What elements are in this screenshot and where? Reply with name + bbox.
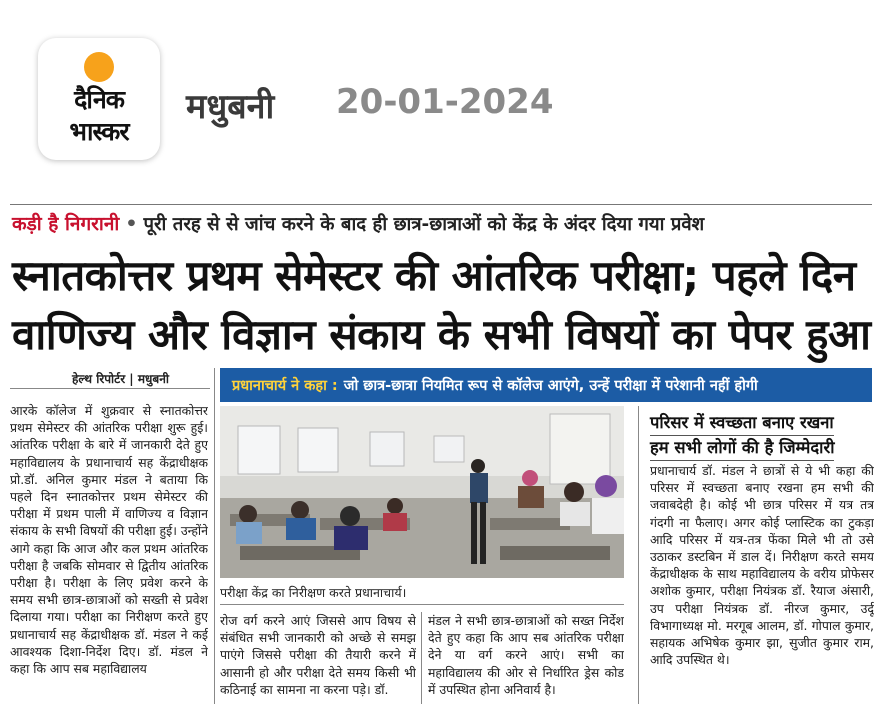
byline: हेल्थ रिपोर्टर | मधुबनी <box>72 372 170 386</box>
article-column-1: आरके कॉलेज में शुक्रवार से स्नातकोत्तर प्रथम सेमेस्टर की आंतरिक परीक्षा शुरू हुई। आंतरिक परीक्षा के बारे में जानकारी देते हुए महाविद्यालय के प्रधानाचार्य सह केंद्राधीक्षक प्रो.डॉ. अनिल कुमार मंडल ने बताया कि पहले दिन स्नातकोत्तर प्रथम सेमेस्टर की परीक्षा में प्रथम पाली में वाणिज्य व विज्ञान संकाय के सभी विषयों की परीक्षा हुई। उन्होंने आगे कहा कि आज और कल प्रथम आंतरिक परीक्षा है जबकि सोमवार से द्वितीय आंतरिक परीक्षा है। परीक्षा के लिए प्रवेश करने के समय सभी छात्र-छात्राओं को सख्ती से प्रवेश दिलाया गया। परीक्षा का निरीक्षण करते हुए प्रधानाचार्य सह केंद्राधीक्षक डॉ. मंडल ने कई आवश्यक दिशा-निर्देश दिए। डॉ. मंडल ने कहा कि आप सब महाविद्यालय <box>10 403 208 677</box>
top-divider <box>10 204 872 205</box>
exam-hall-photo <box>220 406 624 578</box>
sun-icon <box>84 52 114 82</box>
edition-date: 20-01-2024 <box>336 82 554 122</box>
quote-label: प्रधानाचार्य ने कहा : <box>232 378 338 394</box>
logo-text-line1: दैनिक <box>74 85 124 114</box>
kicker <box>12 210 704 236</box>
principal-quote-bar <box>220 368 872 402</box>
sidebar-title-line2: हम सभी लोगों की है जिम्मेदारी <box>650 437 834 461</box>
column-divider <box>421 612 422 704</box>
headline-line1: स्नातकोत्तर प्रथम सेमेस्टर की आंतरिक परीक्षा; पहले दिन <box>12 251 856 300</box>
article-column-2: रोज वर्ग करने आएं जिससे आप विषय से संबंधित सभी जानकारी को अच्छे से समझ पाएंगे जिससे परीक्षा की तैयारी करने में आसानी हो और परीक्षा देते समय किसी भी कठिनाई का सामना ना करना पड़े। डॉ. <box>220 613 416 697</box>
kicker-subhead: पूरी तरह से से जांच करने के बाद ही छात्र-छात्राओं को केंद्र के अंदर दिया गया प्रवेश <box>143 214 705 235</box>
sidebar-body: प्रधानाचार्य डॉ. मंडल ने छात्रों से ये भी कहा की परिसर में स्वच्छता बनाए रखना हम सभी की जवाबदेही है। कोई भी छात्र परिसर में यत्र तत्र गंदगी ना फैलाए। अगर कोई प्लास्टिक का टुकड़ा आदि परिसर में यत्र-तत्र फेंका मिले भी तो उसे उठाकर डस्टबिन में डाल दें। निरीक्षण करते समय केंद्राधीक्षक के साथ महाविद्यालय के वरीय प्रोफेसर अशोक कुमार, परीक्षा नियंत्रक डॉ. रैयाज अंसारी, उप परीक्षा नियंत्रक डॉ. नीरज कुमार, उर्दू विभागाध्यक्ष मो. मरगूब आलम, डॉ. गोपाल कुमार, सहायक अभिषेक कुमार झा, सुजीत कुमार राम, आदि उपस्थित थे। <box>650 463 874 668</box>
caption-rule <box>220 604 624 605</box>
sidebar-divider <box>638 406 639 704</box>
edition-city: मधुबनी <box>186 87 275 127</box>
headline-line2: वाणिज्य और विज्ञान संकाय के सभी विषयों का पेपर हुआ <box>12 310 871 359</box>
quote-text: जो छात्र-छात्रा नियमित रूप से कॉलेज आएंगे, उन्हें परीक्षा में परेशानी नहीं होगी <box>343 378 758 394</box>
sidebar-title <box>650 412 834 462</box>
photo-caption: परीक्षा केंद्र का निरीक्षण करते प्रधानाचार्य। <box>220 585 407 600</box>
sidebar-title-line1: परिसर में स्वच्छता बनाए रखना <box>650 412 834 436</box>
logo-text-line2: भास्कर <box>69 117 129 146</box>
article-column-3: मंडल ने सभी छात्र-छात्राओं को सख्त निर्देश देते हुए कहा कि आप सब आंतरिक परीक्षा देने या वर्ग करने आएं। सभी का महाविद्यालय की ओर से निर्धारित ड्रेस कोड में उपस्थित होना अनिवार्य है। <box>428 613 624 697</box>
kicker-label: कड़ी है निगरानी <box>12 213 120 235</box>
bullet-icon: • <box>125 213 138 235</box>
dainik-bhaskar-logo <box>38 38 160 160</box>
column-divider <box>214 368 215 704</box>
byline-rule <box>10 388 210 389</box>
